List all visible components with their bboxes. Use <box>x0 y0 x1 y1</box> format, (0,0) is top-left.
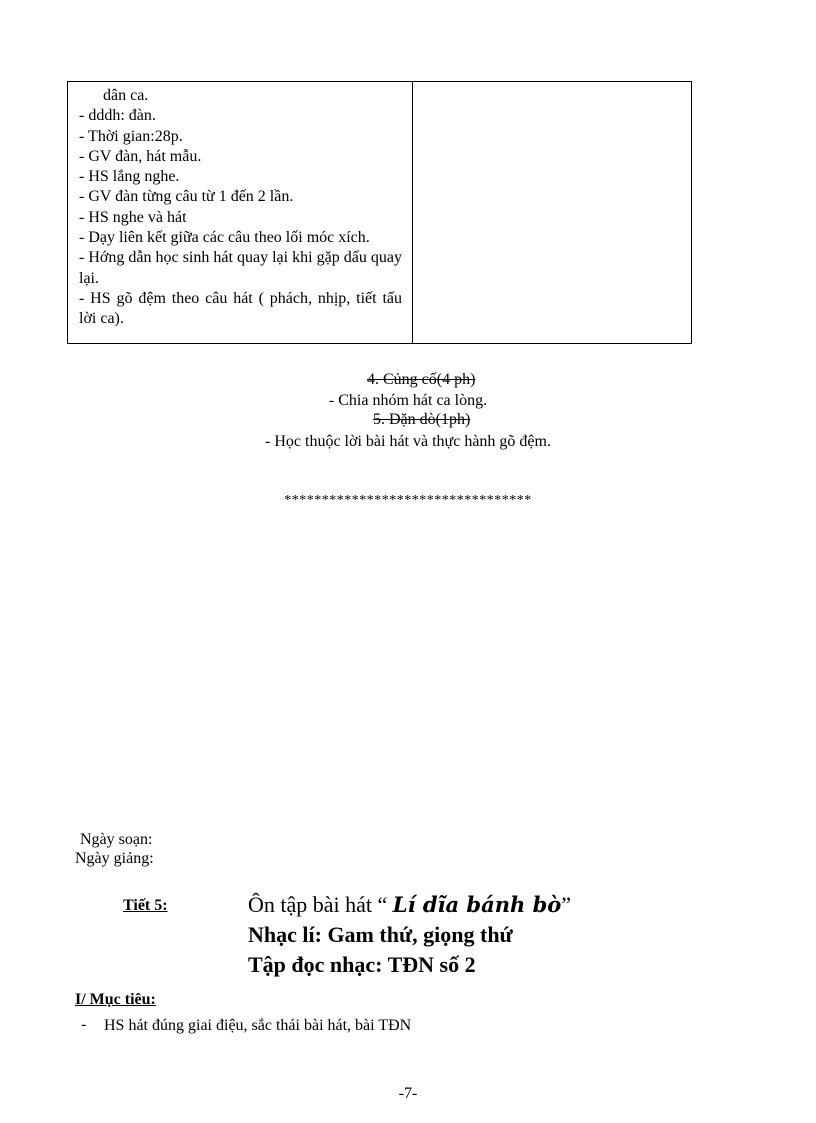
homework-line: - Học thuộc lời bài hát và thực hành gõ đệm. <box>265 433 551 450</box>
objective-item: HS hát đúng giai điệu, sắc thái bài hát, bài TĐN <box>104 1017 412 1034</box>
table-line: - GV đàn từng câu từ 1 đến 2 lần. <box>79 188 294 206</box>
lesson-title-line2: Nhạc lí: Gam thứ, giọng thứ <box>248 922 513 947</box>
table-line: - Hớng dẫn học sinh hát quay lại khi gặp dấu quay lại. <box>79 249 402 287</box>
prepared-date-label: Ngày soạn: <box>80 831 153 848</box>
taught-date-label: Ngày giảng: <box>75 850 154 867</box>
objectives-heading: I/ Mục tiêu: <box>75 991 156 1008</box>
homework-heading: 5. Dặn dò(1ph) <box>373 411 471 428</box>
separator-stars: ********************************* <box>284 493 532 508</box>
bullet-dash: - <box>81 1016 87 1033</box>
teacher-activities-cell <box>68 82 413 344</box>
table-line: - GV đàn, hát mẫu. <box>79 147 202 165</box>
student-activities-cell <box>413 82 692 344</box>
table-line: - Thời gian:28p. <box>79 127 183 145</box>
consolidation-line: - Chia nhóm hát ca lòng. <box>328 392 488 409</box>
table-line: - HS lắng nghe. <box>79 168 180 186</box>
consolidation-heading: 4. Củng cố(4 ph) <box>367 371 476 388</box>
lesson-title-line3: Tập đọc nhạc: TĐN số 2 <box>248 952 476 977</box>
lesson-title-line1: Ôn tập bài hát “ Lí dĩa bánh bò” <box>248 892 572 917</box>
table-line: - HS gõ đệm theo câu hát ( phách, nhịp, tiết tấu lời ca). <box>79 289 402 328</box>
table-line: - dddh: đàn. <box>79 107 156 125</box>
lesson-number-label: Tiết 5: <box>123 897 168 914</box>
lesson-title-block <box>248 890 571 980</box>
table-line: - Dạy liên kết giữa các câu theo lối móc xích. <box>79 229 370 247</box>
table-line: - HS nghe và hát <box>79 208 187 226</box>
page-number: -7- <box>398 1085 418 1102</box>
lesson-table <box>67 81 692 344</box>
song-name: Lí dĩa bánh bò <box>392 892 562 917</box>
table-line: dân ca. <box>103 87 149 104</box>
